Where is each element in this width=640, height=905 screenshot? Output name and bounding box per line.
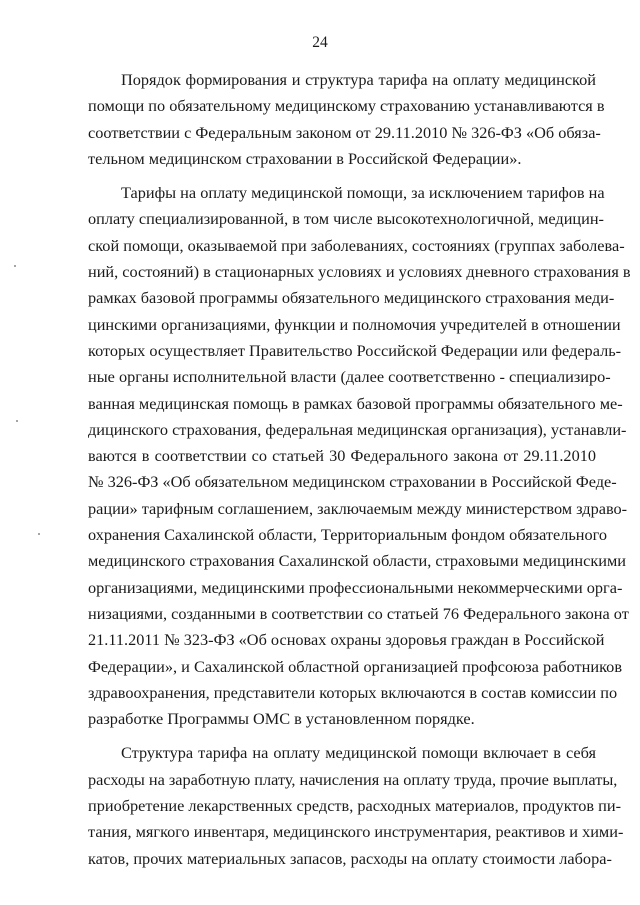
text-line: приобретение лекарственных средств, расходных материалов, продуктов пи- [88, 796, 622, 816]
text-line: ваются в соответствии со статьей 30 Федерального закона от 29.11.2010 [88, 446, 596, 466]
text-line: ные органы исполнительной власти (далее соответственно - специализиро- [88, 367, 611, 387]
text-line: низациями, созданными в соответствии со статьей 76 Федерального закона от [88, 603, 629, 623]
text-line: медицинского страхования Сахалинской области, страховыми медицинскими [88, 551, 626, 571]
text-line: Федерации», и Сахалинской областной организацией профсоюза работников [88, 656, 623, 676]
scan-speck [16, 420, 18, 422]
scan-speck [14, 265, 16, 267]
text-line: организациями, медицинскими профессиональными некоммерческими орга- [88, 577, 623, 597]
text-line: рамках базовой программы обязательного медицинского страхования меди- [88, 288, 615, 308]
text-line: соответствии с Федеральным законом от 29.11.2010 № 326-ФЗ «Об обяза- [88, 122, 601, 142]
text-line: Порядок формирования и структура тарифа на оплату медицинской [121, 70, 596, 89]
text-line: помощи по обязательному медицинскому страхованию устанавливаются в [88, 96, 605, 116]
text-line: цинскими организациями, функции и полномочия учредителей в отношении [88, 314, 621, 334]
text-line: ской помощи, оказываемой при заболеваниях, состояниях (группах заболева- [88, 235, 625, 255]
paragraph-gap [88, 172, 596, 180]
text-line: ванная медицинская помощь в рамках базовой программы обязательного ме- [88, 393, 623, 413]
text-line: рации» тарифным соглашением, заключаемым между министерством здраво- [88, 498, 628, 518]
text-line: которых осуществляет Правительство Российской Федерации или федераль- [88, 340, 622, 360]
text-line: 21.11.2011 № 323-ФЗ «Об основах охраны здоровья граждан в Российской [88, 630, 605, 650]
paragraph-tariff-expenses [88, 740, 624, 871]
text-line: № 326-ФЗ «Об обязательном медицинском страховании в Российской Феде- [88, 472, 617, 492]
text-line: охранения Сахалинской области, Территориальным фондом обязательного [88, 525, 608, 545]
document-body [88, 67, 631, 872]
paragraph-tariff-agreement [88, 180, 631, 732]
paragraph-tariff-structure-intro [88, 67, 605, 172]
text-line: расходы на заработную плату, начисления на оплату труда, прочие выплаты, [88, 769, 618, 789]
text-line: оплату специализированной, в том числе высокотехнологичной, медицин- [88, 209, 604, 229]
text-line: тания, мягкого инвентаря, медицинского инструментария, реактивов и хими- [88, 822, 624, 842]
text-line: дицинского страхования, федеральная медицинская организация), устанавли- [88, 419, 627, 439]
text-line: ний, состояний) в стационарных условиях и условиях дневного страхования в [88, 262, 631, 282]
text-line: тельном медицинском страховании в Российской Федерации». [88, 148, 522, 168]
scan-speck [38, 533, 40, 535]
paragraph-gap [88, 732, 596, 740]
text-line: Тарифы на оплату медицинской помощи, за исключением тарифов на [121, 183, 605, 203]
text-line: Структура тарифа на оплату медицинской помощи включает в себя [121, 743, 596, 763]
text-line: здравоохранения, представители которых включаются в состав комиссии по [88, 682, 618, 702]
page-number: 24 [312, 34, 328, 51]
text-line: катов, прочих материальных запасов, расходы на оплату стоимости лабора- [88, 848, 612, 868]
text-line: разработке Программы ОМС в установленном порядке. [88, 709, 475, 729]
